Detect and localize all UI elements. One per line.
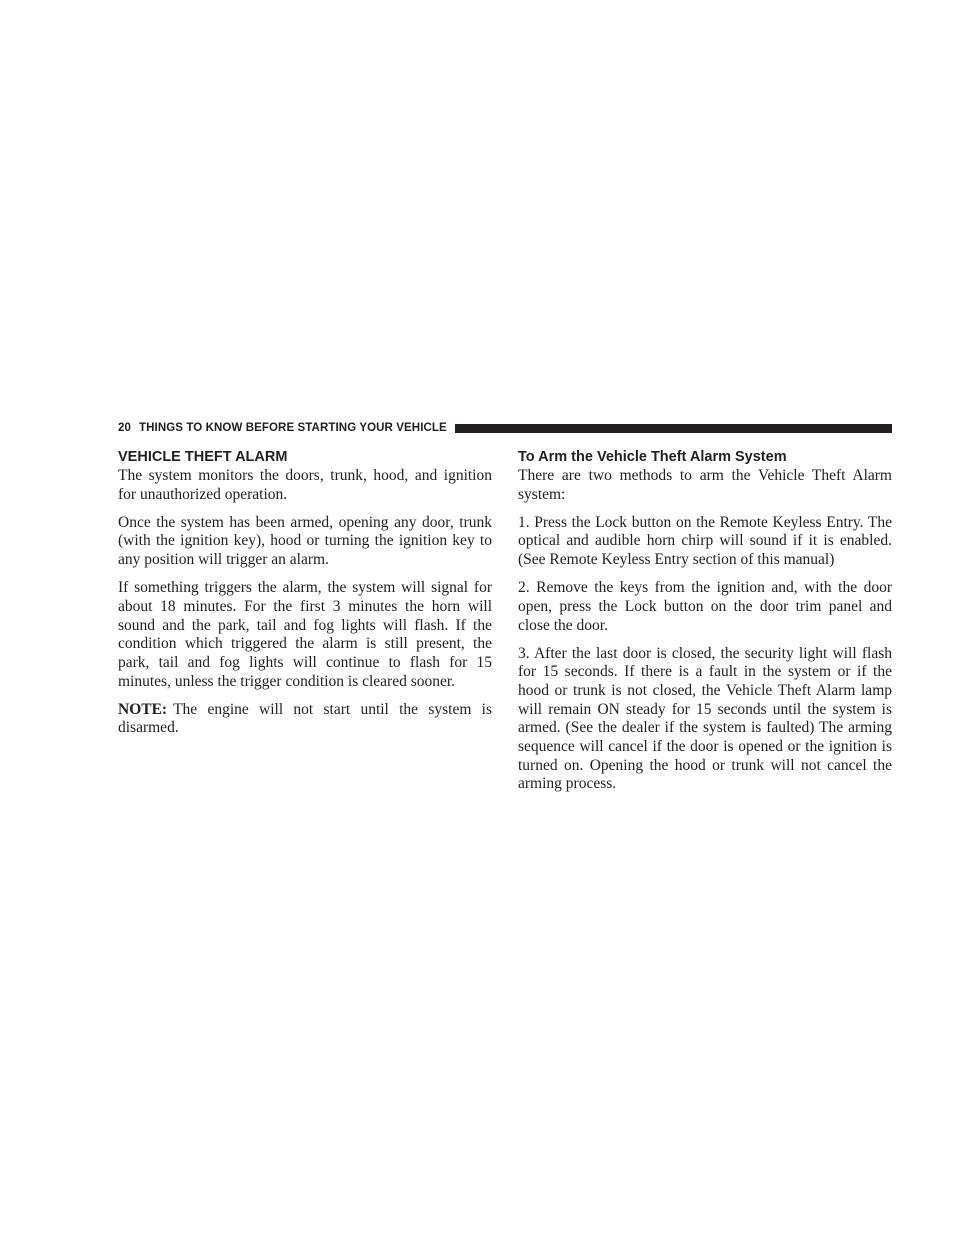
step-3: 3. After the last door is closed, the security light will flash for 15 seconds. If there is a fault in the system or if the hood or trunk is not closed, the Vehicle Theft Alarm lamp will remain ON steady for 15 seconds until the system is armed. (See the dealer if the system is faulted) The arming sequence will cancel if the door is opened or the ignition is turned on. Opening the hood or trunk will not cancel the arming process. (518, 644, 892, 793)
page-header (118, 420, 892, 436)
left-column (118, 448, 492, 747)
note-text: The engine will not start until the system is disarmed. (118, 700, 492, 737)
paragraph: Once the system has been armed, opening any door, trunk (with the ignition key), hood or turning the ignition key to any position will trigger an alarm. (118, 513, 492, 569)
section-title: THINGS TO KNOW BEFORE STARTING YOUR VEHICLE (139, 422, 447, 434)
step-2: 2. Remove the keys from the ignition and, with the door open, press the Lock button on the door trim panel and close the door. (518, 579, 892, 634)
step-1: 1. Press the Lock button on the Remote Keyless Entry. The optical and audible horn chirp will sound if it is enabled. (See Remote Keyless Entry section of this manual) (518, 513, 892, 569)
note-paragraph (118, 701, 492, 738)
arm-system-heading: To Arm the Vehicle Theft Alarm System (518, 449, 787, 465)
header-rule (455, 424, 892, 433)
vehicle-theft-alarm-heading: VEHICLE THEFT ALARM (118, 449, 288, 465)
paragraph: If something triggers the alarm, the system will signal for about 18 minutes. For the first 3 minutes the horn will sound and the park, tail and fog lights will flash. If the condition which triggered the alarm is still present, the park, tail and fog lights will continue to flash for 15 minutes, unless the trigger condition is cleared sooner. (118, 579, 492, 690)
paragraph: The system monitors the doors, trunk, hood, and ignition for unauthorized operation. (118, 467, 492, 503)
right-column (518, 448, 892, 803)
page-number: 20 (118, 422, 131, 434)
paragraph: There are two methods to arm the Vehicle Theft Alarm system: (518, 467, 892, 503)
note-label: NOTE: (118, 700, 168, 718)
